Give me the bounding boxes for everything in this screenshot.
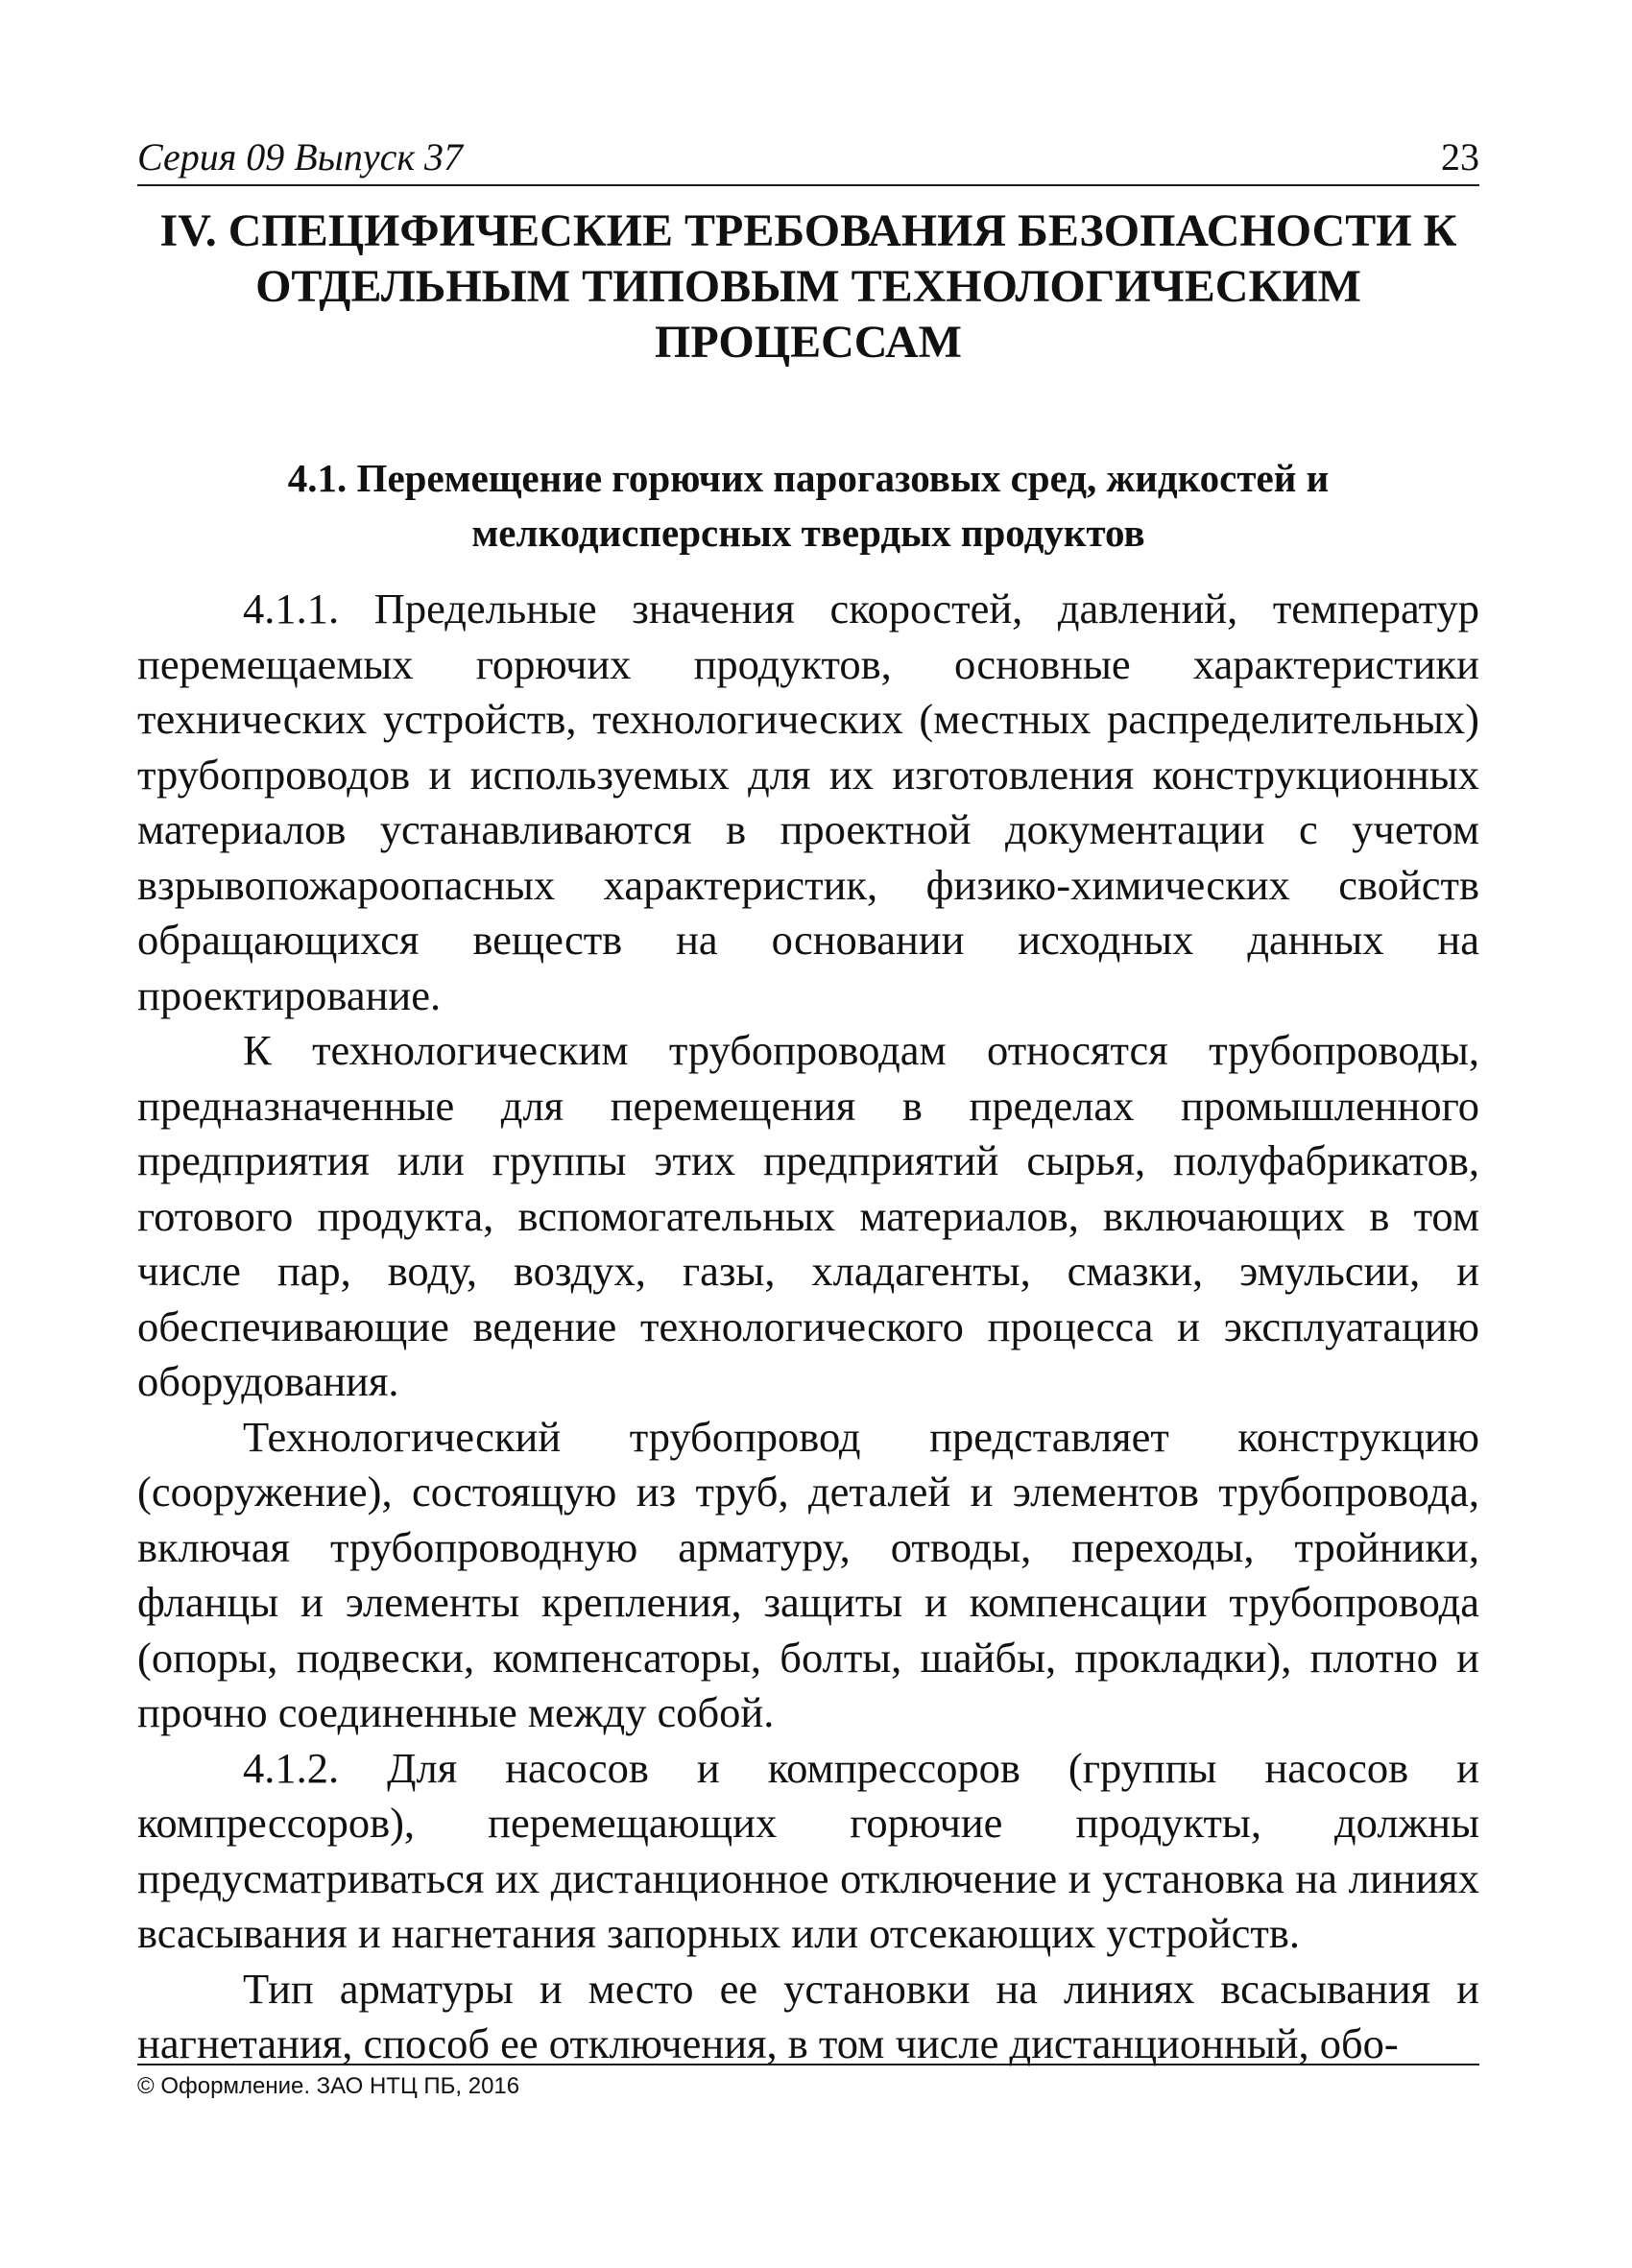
paragraph-pipeline-construction: Технологический трубопровод представляет конструкцию (сооружение), состоящую из труб, деталей и элементов трубопровода, включая трубопроводную арматуру, отводы, переходы, тройники, фланцы и элементы крепления, защиты и компенсации трубопровода (опоры, подвески, компенсаторы, болты, шайбы, прокладки), плотно и прочно соединенные между собой. [137,1412,1479,1736]
running-header [137,134,1479,186]
paragraph-4-1-2: 4.1.2. Для насосов и компрессоров (группы насосов и компрессоров), перемещающих горючие продукты, должны предусматриваться их дистанционное отключение и установка на линиях всасывания и нагнетания запорных или отсекающих устройств. [137,1743,1479,1957]
paragraph-4-1-1: 4.1.1. Предельные значения скоростей, давлений, температур перемещаемых горючих продуктов, основные характеристики технических устройств, технологических (местных распределительных) трубопроводов и используемых для их изготовления конструкционных материалов устанавливаются в проектной документации с учетом взрывопожароопасных характеристик, физико-химических свойств обращающихся веществ на основании исходных данных на проектирование. [137,585,1479,1019]
footer-copyright: © Оформление. ЗАО НТЦ ПБ, 2016 [137,2073,520,2099]
paragraph-valve-type: Тип арматуры и место ее установки на линиях всасывания и нагнетания, способ ее отключения, в том числе дистанционный, обо- [137,1964,1479,2067]
chapter-title: IV. СПЕЦИФИЧЕСКИЕ ТРЕБОВАНИЯ БЕЗОПАСНОСТИ К ОТДЕЛЬНЫМ ТИПОВЫМ ТЕХНОЛОГИЧЕСКИМ ПРОЦЕССАМ [159,205,1457,368]
page-number: 23 [1441,135,1479,179]
footer-rule [137,2064,1479,2065]
paragraph-technological-pipelines: К технологическим трубопроводам относятся трубопроводы, предназначенные для перемещения в пределах промышленного предприятия или группы этих предприятий сырья, полуфабрикатов, готового продукта, вспомогательных материалов, включающих в том числе пар, воду, воздух, газы, хладагенты, смазки, эмульсии, и обеспечивающие ведение технологического процесса и эксплуатацию оборудования. [137,1026,1479,1405]
series-label: Серия 09 Выпуск 37 [137,135,464,179]
section-title: 4.1. Перемещение горючих парогазовых сред, жидкостей и мелкодисперсных твердых продуктов [287,456,1330,555]
body-text [137,582,1479,2072]
